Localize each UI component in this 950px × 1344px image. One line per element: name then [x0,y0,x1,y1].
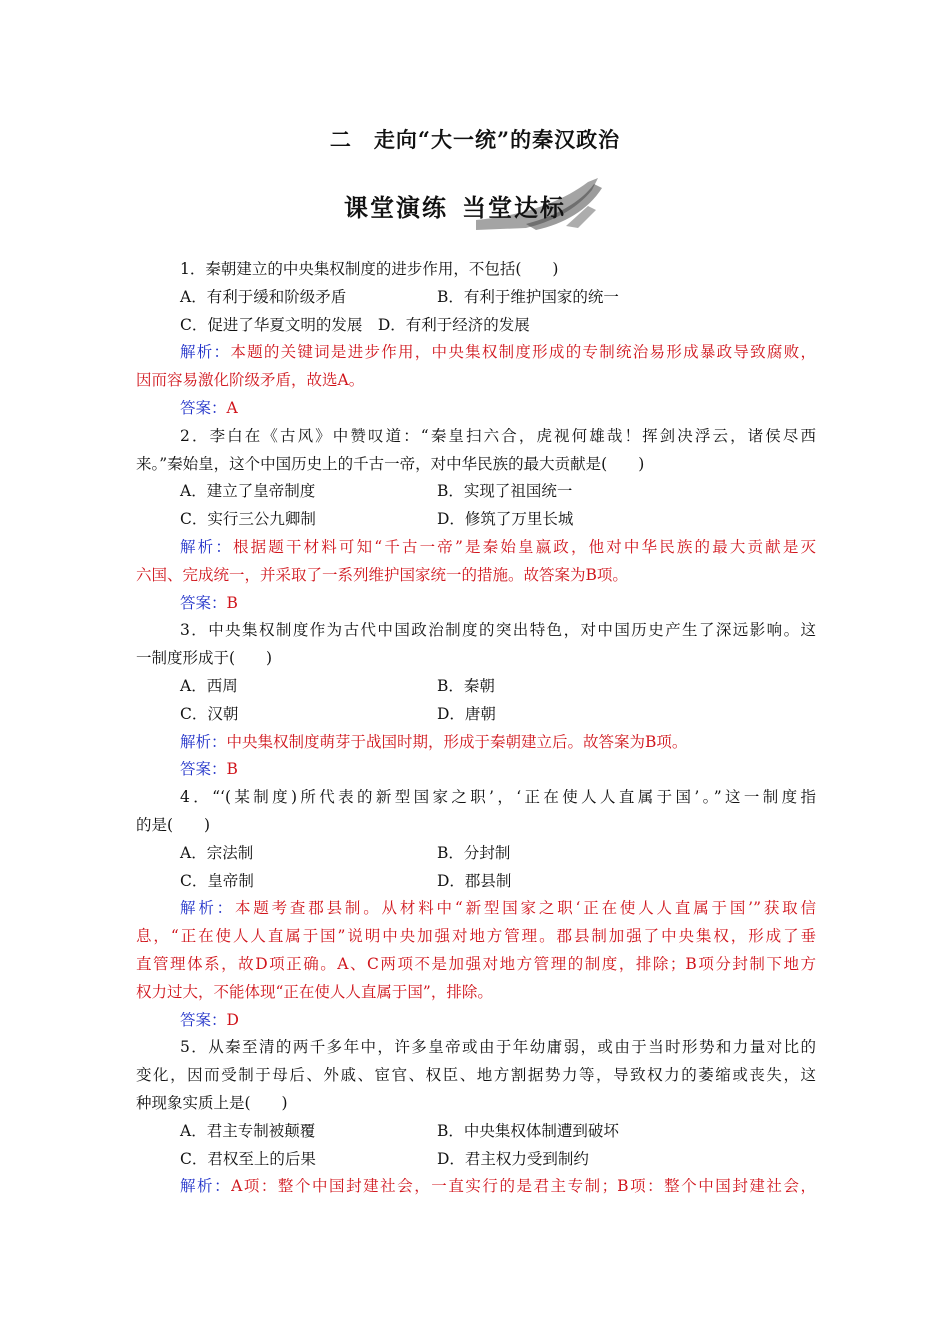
answer-line [136,1007,816,1035]
answer-label: 答案： [180,398,227,417]
option-row [136,840,816,868]
question-stem: 3．中央集权制度作为古代中国政治制度的突出特色，对中国历史产生了深远影响。这 [180,621,816,640]
analysis-label: 解析： [180,899,235,918]
answer-line [136,395,816,423]
analysis-line: 解析：中央集权制度萌芽于战国时期，形成于秦朝建立后。故答案为B项。 [180,732,688,751]
question-stem: 变化，因而受制于母后、外戚、宦官、权臣、地方割据势力等，导致权力的萎缩或丧失，这 [136,1066,816,1085]
question-stem: 一制度形成于( ) [136,649,273,668]
option-d: D．君主权力受到制约 [437,1149,589,1168]
answer-value: B [226,760,238,779]
analysis-label: 解析： [180,732,227,751]
question-stem: 1．秦朝建立的中央集权制度的进步作用，不包括( ) [180,260,559,278]
question-2 [136,423,816,618]
analysis-line: 解析：本题的关键词是进步作用，中央集权制度形成的专制统治易形成暴政导致腐败， [180,343,816,362]
analysis-line: 权力过大，不能体现“正在使人人直属于国”，排除。 [136,982,493,1001]
question-4 [136,784,816,1034]
analysis-line: 解析：根据题干材料可知“千古一帝”是秦始皇嬴政，他对中华民族的最大贡献是灭 [180,537,816,556]
option-row [136,284,816,312]
section-number: 二 [329,127,352,152]
section-banner [326,176,616,230]
option-a: A．宗法制 [180,843,254,862]
option-b: B．有利于维护国家的统一 [437,287,619,306]
question-stem: 来。”秦始皇，这个中国历史上的千古一帝，对中华民族的最大贡献是( ) [136,454,645,473]
analysis-line: 解析：本题考查郡县制。从材料中“新型国家之职‘正在使人人直属于国’”获取信 [180,899,816,918]
option-a: A．建立了皇帝制度 [180,482,316,501]
answer-line [136,590,816,618]
option-row [136,1118,816,1146]
question-list [136,256,816,1201]
option-a: A．有利于缓和阶级矛盾 [180,287,347,306]
option-c: C．皇帝制 [180,871,254,890]
option-a: A．君主专制被颠覆 [180,1121,316,1140]
option-c: C．汉朝 [180,704,239,723]
option-row [136,1146,816,1174]
analysis-line: 解析：A项：整个中国封建社会，一直实行的是君主专制；B项：整个中国封建社会， [180,1177,816,1196]
answer-value: D [226,1010,239,1029]
question-stem: 种现象实质上是( ) [136,1093,288,1112]
analysis-line: 因而容易激化阶级矛盾，故选A。 [136,371,365,390]
question-stem: 2．李白在《古风》中赞叹道：“秦皇扫六合，虎视何雄哉！挥剑决浮云，诸侯尽西 [180,426,816,445]
section-title: 走向“大一统”的秦汉政治 [373,127,621,152]
analysis-line: 直管理体系，故D项正确。A、C两项不是加强对地方管理的制度，排除；B项分封制下地方 [136,954,816,973]
page-title [0,124,950,154]
answer-label: 答案： [180,593,227,612]
analysis-label: 解析： [180,537,233,556]
answer-value: A [226,398,238,417]
question-1 [136,256,816,423]
answer-label: 答案： [180,1010,227,1029]
question-stem: 的是( ) [136,815,211,834]
answer-value: B [226,593,238,612]
question-stem: 5．从秦至清的两千多年中，许多皇帝或由于年幼庸弱，或由于当时形势和力量对比的 [180,1038,816,1057]
option-row [136,701,816,729]
option-d: D．郡县制 [437,871,512,890]
banner-heading [344,188,566,223]
option-c: C．实行三公九卿制 [180,510,316,529]
banner-left: 课堂演练 [344,194,448,222]
option-row [136,868,816,896]
banner-right: 当堂达标 [462,194,566,222]
option-row [136,506,816,534]
analysis-label: 解析： [180,343,231,362]
question-stem: 4．“‘(某制度)所代表的新型国家之职’，‘正在使人人直属于国’。”这一制度指 [180,788,816,807]
option-b: B．实现了祖国统一 [437,482,573,501]
answer-line [136,756,816,784]
answer-label: 答案： [180,760,227,779]
option-b: B．中央集权体制遭到破坏 [437,1121,619,1140]
option-row [136,673,816,701]
analysis-line: 六国、完成统一，并采取了一系列维护国家统一的措施。故答案为B项。 [136,565,628,584]
question-5 [136,1034,816,1201]
option-b: B．分封制 [437,843,511,862]
option-d: D．唐朝 [437,704,496,723]
analysis-line: 息，“正在使人人直属于国”说明中央加强对地方管理。郡县制加强了中央集权，形成了垂 [136,927,816,946]
option-c: C．君权至上的后果 [180,1149,316,1168]
option-a: A．西周 [180,676,238,695]
option-row-inline: C．促进了华夏文明的发展 D．有利于经济的发展 [180,315,530,334]
option-d: D．修筑了万里长城 [437,510,574,529]
question-3 [136,617,816,784]
analysis-label: 解析： [180,1177,232,1196]
option-b: B．秦朝 [437,676,495,695]
option-row [136,478,816,506]
